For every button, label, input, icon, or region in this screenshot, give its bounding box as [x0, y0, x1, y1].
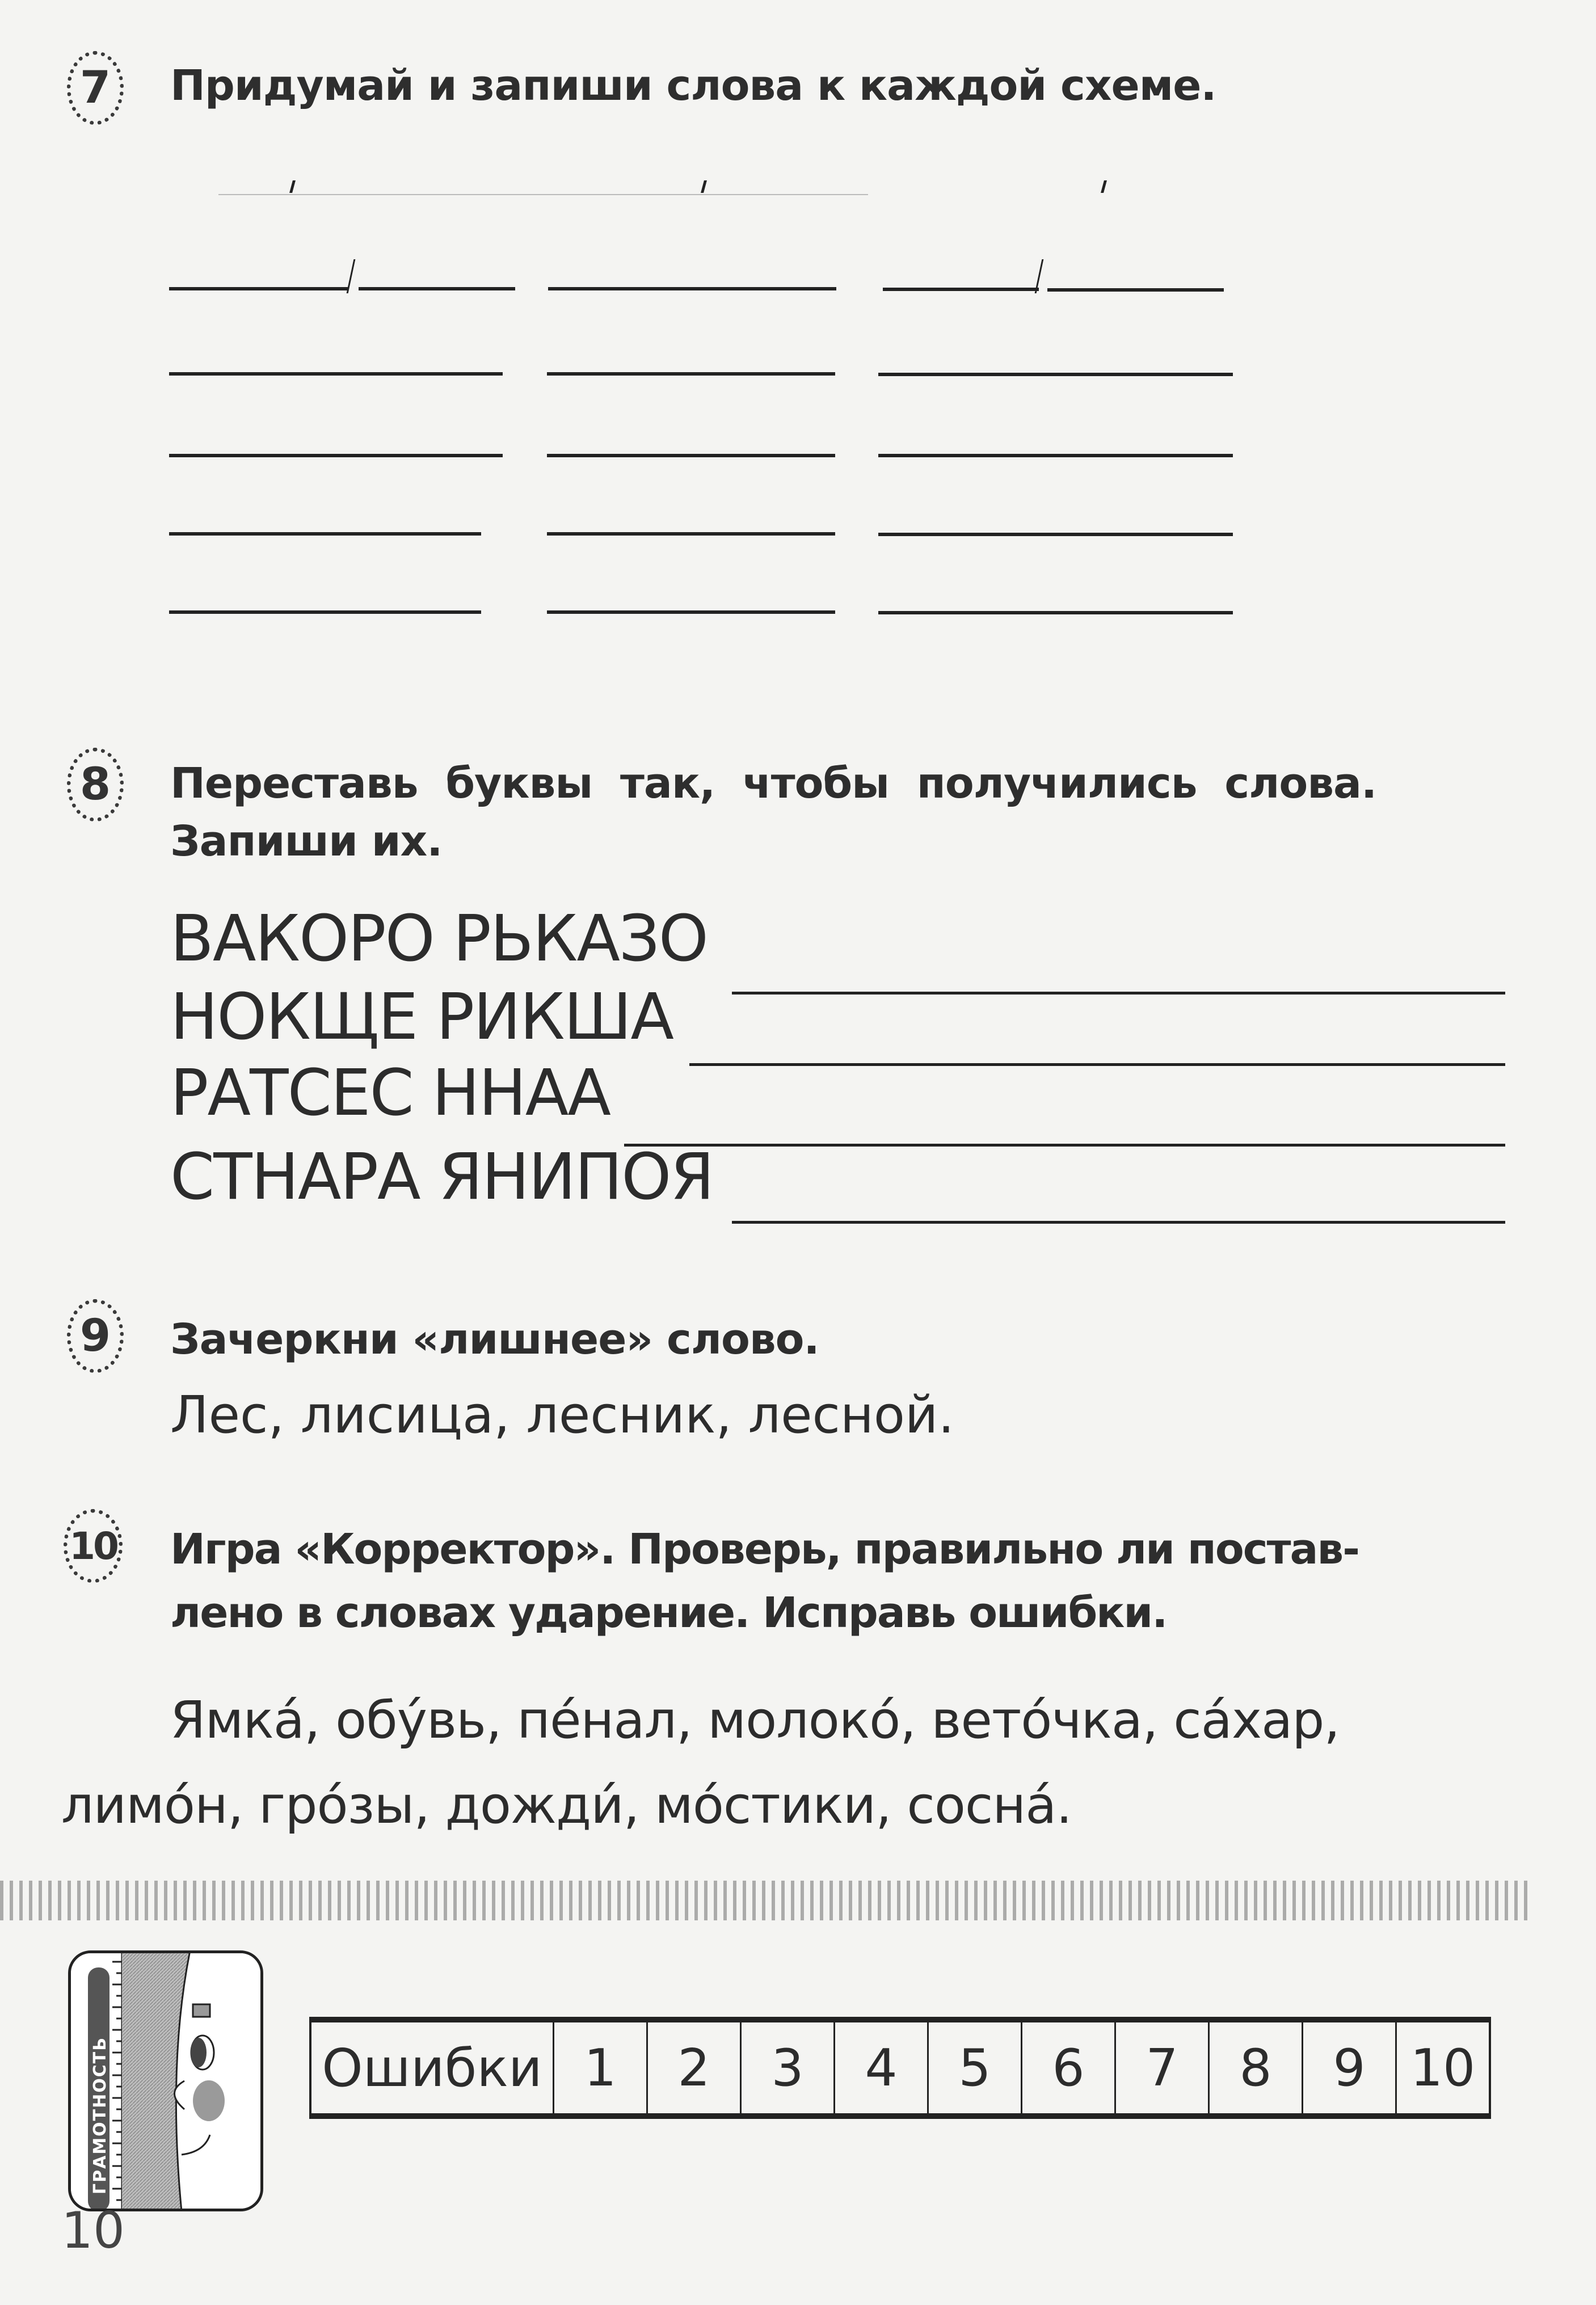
- anagram-1: ВАКОРО РЬКАЗО: [170, 902, 708, 976]
- stress-mark: [1101, 180, 1107, 193]
- answer-line[interactable]: [878, 373, 1233, 376]
- error-cell-2[interactable]: 2: [647, 2020, 741, 2116]
- task-number-badge-9: [67, 1299, 124, 1373]
- answer-line[interactable]: [547, 532, 835, 536]
- anagram-2: НОКЩЕ РИКША: [170, 980, 673, 1054]
- answer-line[interactable]: [547, 372, 835, 376]
- answer-line[interactable]: [1047, 288, 1224, 292]
- error-cell-1[interactable]: 1: [554, 2020, 647, 2116]
- error-cell-7[interactable]: 7: [1115, 2020, 1209, 2116]
- syllable-divider: [347, 259, 356, 293]
- errors-label: Ошибки: [310, 2020, 554, 2116]
- syllable-divider: [1035, 259, 1044, 293]
- literacy-logo: [68, 1950, 263, 2211]
- error-cell-8[interactable]: 8: [1209, 2020, 1303, 2116]
- task-number: 9: [79, 1310, 111, 1362]
- task-9-words[interactable]: Лес, лисица, лесник, лесной.: [170, 1385, 955, 1445]
- task-8-title-line-1: Переставь буквы так, чтобы получились слова.: [170, 759, 1377, 808]
- answer-line[interactable]: [169, 287, 348, 290]
- anagram-4: СТНАРА ЯНИПОЯ: [170, 1140, 714, 1214]
- answer-line[interactable]: [169, 454, 503, 457]
- answer-line[interactable]: [359, 287, 515, 290]
- task-10-title-line-1: Игра «Корректор». Проверь, правильно ли постав-: [170, 1525, 1359, 1574]
- error-cell-6[interactable]: 6: [1022, 2020, 1115, 2116]
- task-number: 8: [79, 759, 111, 810]
- error-cell-4[interactable]: 4: [835, 2020, 928, 2116]
- answer-line[interactable]: [169, 372, 503, 376]
- errors-row: [310, 2020, 1490, 2116]
- task-10-title-line-2: лено в словах ударение. Исправь ошибки.: [170, 1588, 1167, 1637]
- error-cell-5[interactable]: 5: [928, 2020, 1022, 2116]
- answer-line[interactable]: [547, 454, 835, 457]
- answer-line[interactable]: [878, 454, 1233, 457]
- answer-line[interactable]: [732, 1221, 1505, 1224]
- task-number-badge-8: [67, 748, 124, 821]
- task-7-title: Придумай и запиши слова к каждой схеме.: [170, 61, 1216, 110]
- stress-mark: [701, 180, 707, 193]
- error-cell-9[interactable]: 9: [1303, 2020, 1396, 2116]
- task-number: 7: [79, 62, 111, 113]
- answer-line[interactable]: [218, 194, 868, 195]
- answer-line[interactable]: [732, 992, 1505, 995]
- answer-line[interactable]: [689, 1063, 1505, 1066]
- errors-table: [309, 2017, 1491, 2119]
- smiling-face-ruler-icon: [68, 1950, 263, 2211]
- answer-line[interactable]: [169, 532, 481, 536]
- answer-line[interactable]: [548, 287, 836, 290]
- answer-line[interactable]: [878, 533, 1233, 536]
- task-10-words-line-2[interactable]: лимо́н, гро́зы, дожди́, мо́стики, сосна́.: [61, 1776, 1072, 1835]
- answer-line[interactable]: [883, 288, 1039, 291]
- task-number-badge-10: [64, 1509, 123, 1583]
- task-10-words-line-1[interactable]: Ямка́, обу́вь, пе́нал, молоко́, вето́чка, са́хар,: [170, 1691, 1340, 1750]
- answer-line[interactable]: [624, 1144, 1505, 1147]
- error-cell-10[interactable]: 10: [1396, 2020, 1490, 2116]
- task-number: 10: [69, 1524, 117, 1568]
- task-8-title-line-2: Запиши их.: [170, 817, 443, 866]
- stress-mark: [289, 180, 296, 193]
- decorative-separator: [0, 1881, 1532, 1920]
- answer-line[interactable]: [547, 610, 835, 614]
- task-9-title: Зачеркни «лишнее» слово.: [170, 1315, 819, 1364]
- task-number-badge-7: [67, 51, 124, 125]
- answer-line[interactable]: [169, 610, 481, 614]
- answer-line[interactable]: [878, 611, 1233, 614]
- anagram-3: РАТСЕС ННАА: [170, 1056, 610, 1130]
- svg-text:ГРАМОТНОСТЬ: ГРАМОТНОСТЬ: [90, 2036, 110, 2194]
- page-number: 10: [61, 2201, 125, 2260]
- error-cell-3[interactable]: 3: [741, 2020, 835, 2116]
